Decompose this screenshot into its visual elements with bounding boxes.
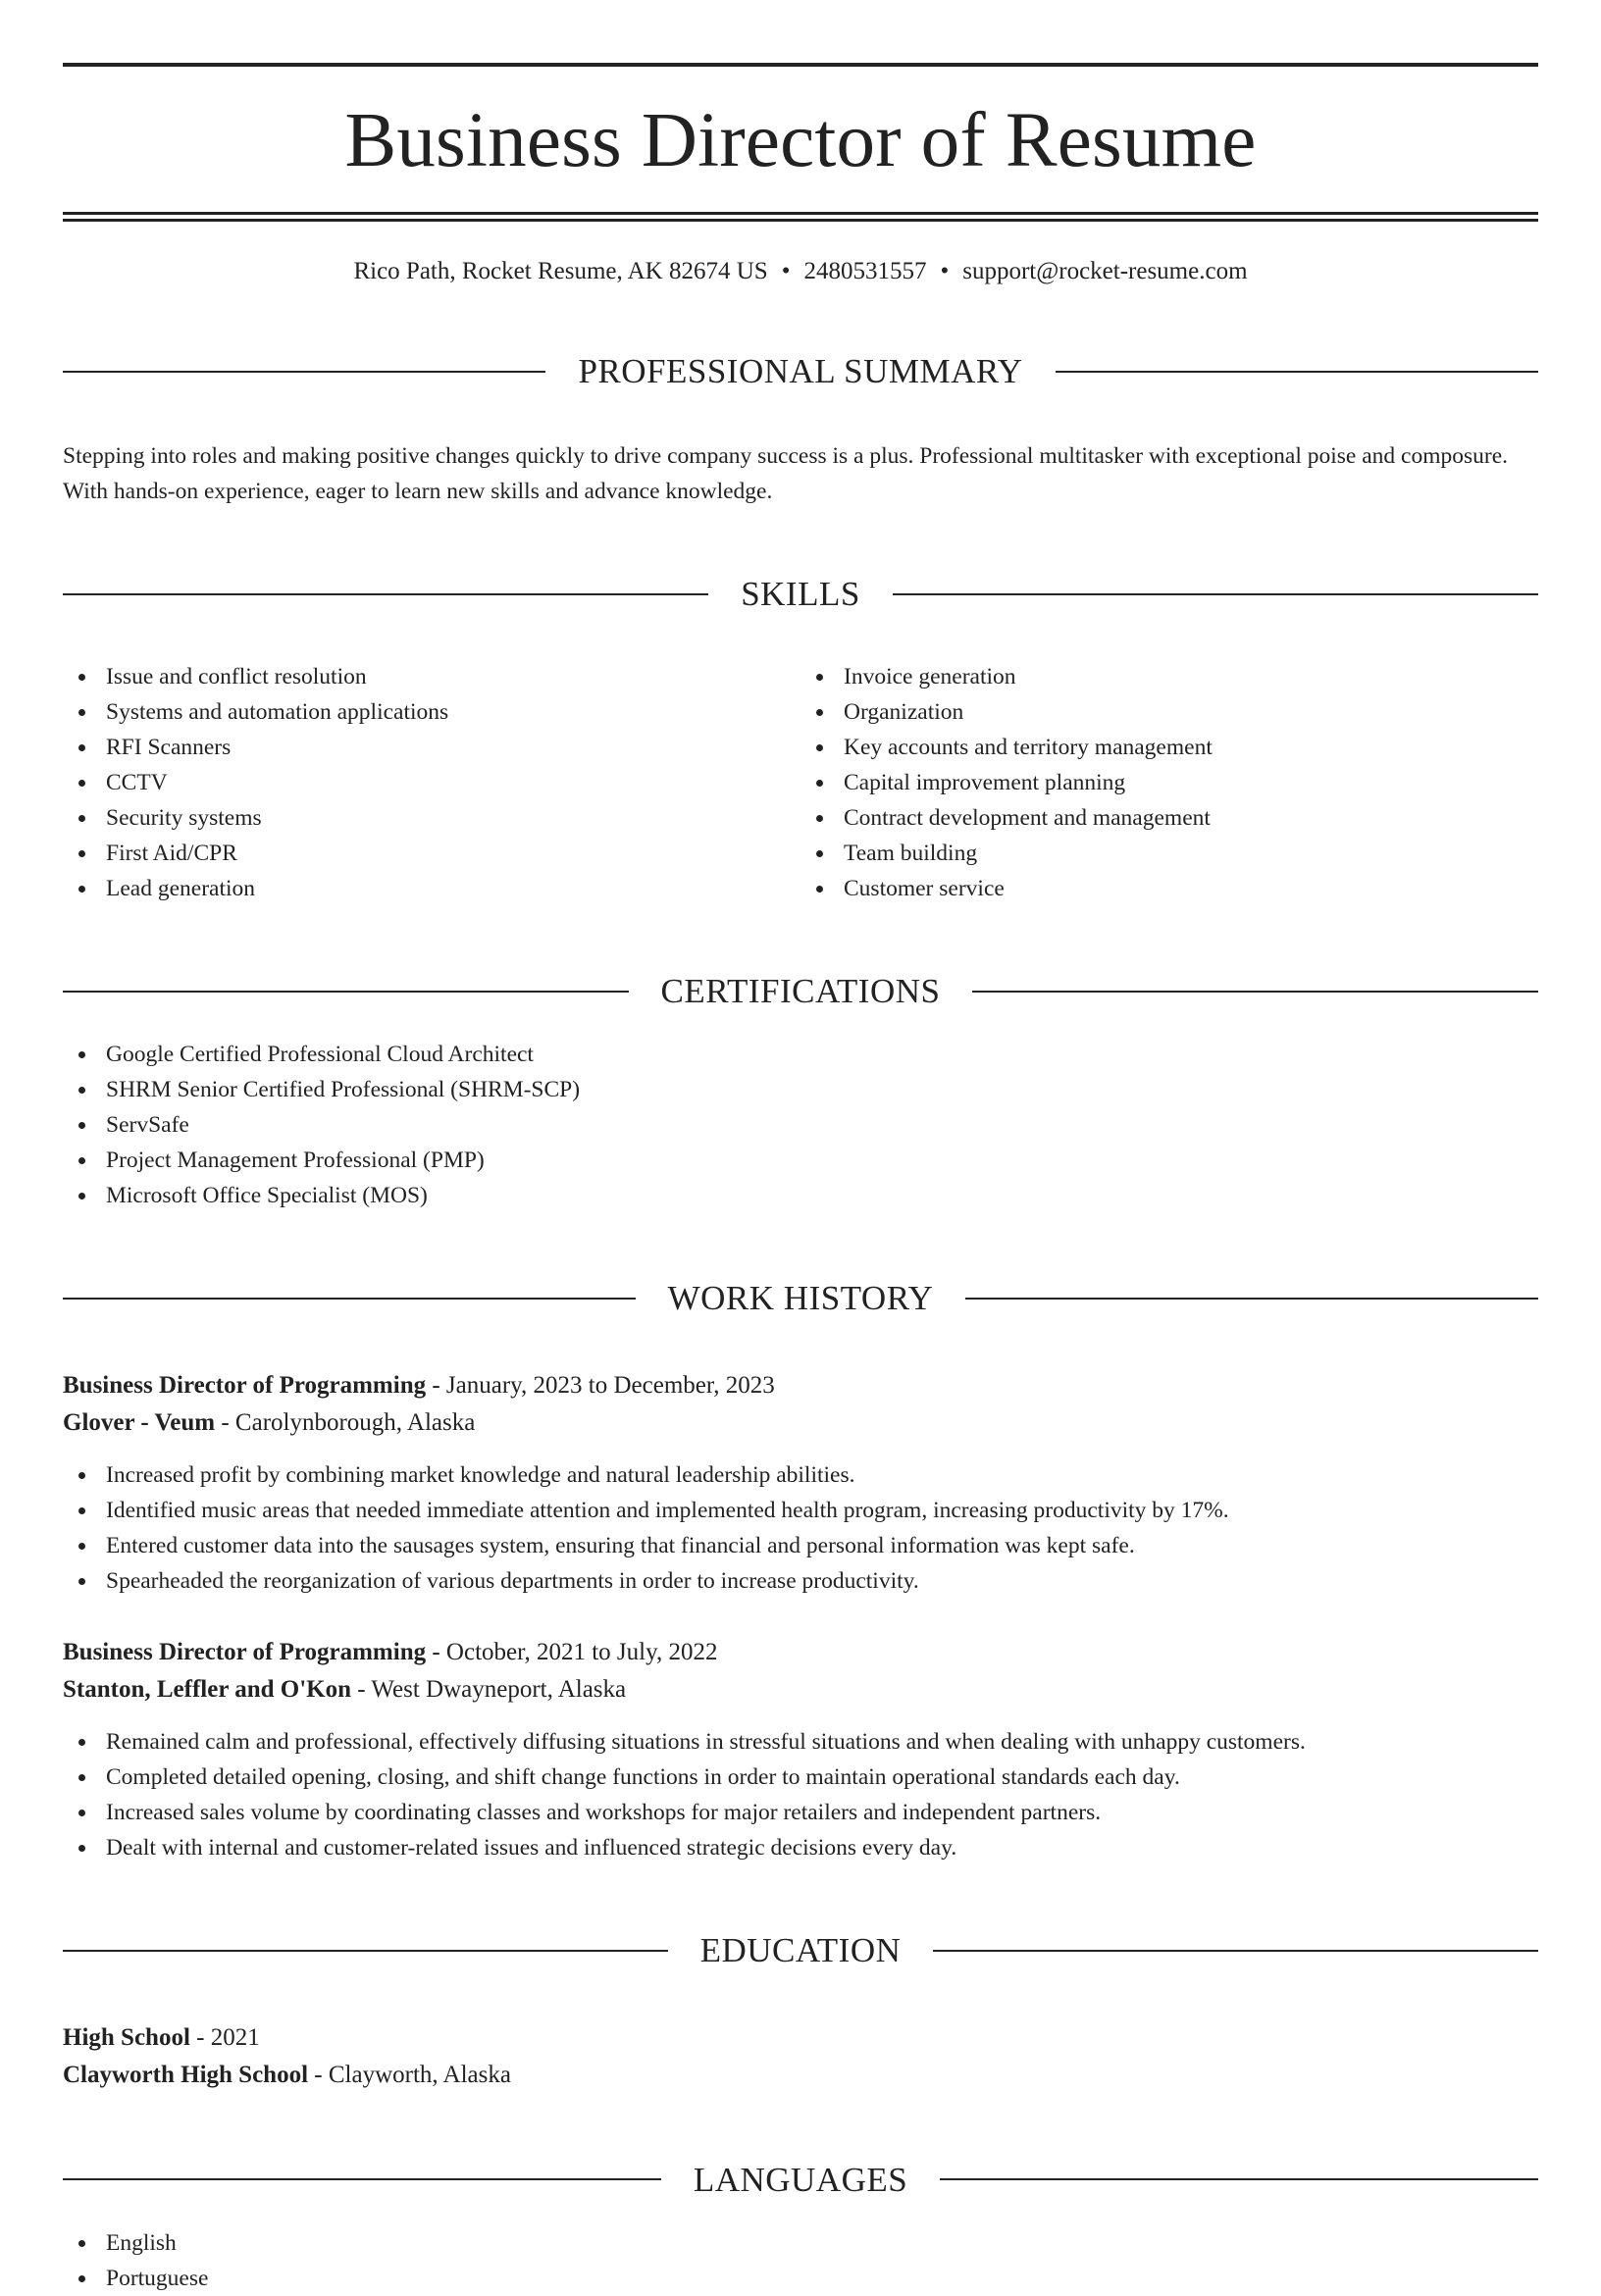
skill-item: Customer service <box>800 871 1538 906</box>
section-rule <box>1056 371 1538 373</box>
section-title-certifications: CERTIFICATIONS <box>660 972 941 1011</box>
job-entry <box>63 1367 1538 1599</box>
job-company-line <box>63 1404 1538 1442</box>
job-duty-item: Increased sales volume by coordinating classes and workshops for major retailers and independent partners. <box>63 1795 1538 1830</box>
job-duty-item: Increased profit by combining market knowledge and natural leadership abilities. <box>63 1457 1538 1493</box>
section-header-certifications <box>63 945 1538 1037</box>
certification-item: Microsoft Office Specialist (MOS) <box>63 1178 1538 1213</box>
skill-item: Contract development and management <box>800 800 1538 836</box>
section-rule <box>940 2178 1538 2180</box>
education-entry <box>63 2019 1538 2094</box>
job-company: Glover - Veum <box>63 1409 216 1437</box>
section-rule <box>893 593 1538 595</box>
top-rule <box>63 63 1538 67</box>
section-rule <box>933 1950 1538 1952</box>
job-dates: - October, 2021 to July, 2022 <box>426 1639 718 1666</box>
job-role: Business Director of Programming <box>63 1372 427 1400</box>
skill-item: Security systems <box>63 800 800 836</box>
contact-phone: 2480531557 <box>803 258 927 284</box>
job-duty-item: Identified music areas that needed immediate attention and implemented health program, increasing productivity by 17%. <box>63 1493 1538 1528</box>
certification-item: SHRM Senior Certified Professional (SHRM-SCP) <box>63 1072 1538 1107</box>
job-duty-item: Spearheaded the reorganization of various departments in order to increase productivity. <box>63 1563 1538 1599</box>
skill-item: Issue and conflict resolution <box>63 659 800 694</box>
job-dates: - January, 2023 to December, 2023 <box>426 1372 775 1400</box>
skill-item: Team building <box>800 836 1538 871</box>
section-header-summary <box>63 326 1538 417</box>
job-title-line <box>63 1634 1538 1671</box>
job-company: Stanton, Leffler and O'Kon <box>63 1676 352 1704</box>
double-rule <box>63 212 1538 222</box>
skills-list <box>63 659 1538 906</box>
skill-item: Capital improvement planning <box>800 765 1538 800</box>
job-duties-list <box>63 1724 1538 1865</box>
skill-item: CCTV <box>63 765 800 800</box>
section-rule <box>972 991 1538 993</box>
skill-item: RFI Scanners <box>63 730 800 765</box>
certifications-list <box>63 1037 1538 1213</box>
contact-separator: • <box>781 258 791 284</box>
section-rule <box>63 371 545 373</box>
skill-item: Systems and automation applications <box>63 694 800 730</box>
certification-item: Google Certified Professional Cloud Architect <box>63 1037 1538 1072</box>
section-rule <box>965 1298 1538 1300</box>
skill-item: Organization <box>800 694 1538 730</box>
contact-separator: • <box>940 258 950 284</box>
section-rule <box>63 1950 668 1952</box>
section-rule <box>63 2178 661 2180</box>
job-title-line <box>63 1367 1538 1404</box>
section-header-education <box>63 1905 1538 1996</box>
education-year: - 2021 <box>189 2024 260 2052</box>
job-duty-item: Dealt with internal and customer-related issues and influenced strategic decisions every day. <box>63 1830 1538 1865</box>
contact-email: support@rocket-resume.com <box>962 258 1248 284</box>
job-entry <box>63 1634 1538 1865</box>
skill-item: Key accounts and territory management <box>800 730 1538 765</box>
languages-list <box>63 2225 1538 2296</box>
section-title-skills: SKILLS <box>741 575 860 614</box>
section-title-languages: LANGUAGES <box>693 2160 908 2199</box>
job-duty-item: Completed detailed opening, closing, and shift change functions in order to maintain operational standards each day. <box>63 1760 1538 1795</box>
section-title-education: EDUCATION <box>699 1931 902 1970</box>
education-degree-line <box>63 2019 1538 2057</box>
section-rule <box>63 1298 636 1300</box>
skills-column-left <box>63 659 800 906</box>
contact-line <box>63 257 1538 286</box>
certification-item: Project Management Professional (PMP) <box>63 1143 1538 1178</box>
section-header-skills <box>63 548 1538 639</box>
section-title-work-history: WORK HISTORY <box>667 1279 934 1318</box>
language-item: English <box>63 2225 1538 2261</box>
education-degree: High School <box>63 2024 190 2052</box>
education-school: Clayworth High School <box>63 2062 309 2089</box>
education-location: - Clayworth, Alaska <box>308 2062 511 2089</box>
section-header-work-history <box>63 1252 1538 1344</box>
resume-page <box>0 63 1601 2291</box>
job-company-line <box>63 1671 1538 1709</box>
job-location: - West Dwayneport, Alaska <box>351 1676 627 1704</box>
section-rule <box>63 991 629 993</box>
summary-text: Stepping into roles and making positive changes quickly to drive company success is a plus. Professional multitasker with exceptional poise and composure. With hands-on experience, eager to learn new skills and advance knowledge. <box>63 443 1509 505</box>
resume-name: Business Director of Resume <box>344 98 1257 183</box>
job-location: - Carolynborough, Alaska <box>215 1409 476 1437</box>
skill-item: First Aid/CPR <box>63 836 800 871</box>
skills-column-right <box>800 659 1538 906</box>
language-item: Portuguese <box>63 2261 1538 2296</box>
job-duty-item: Remained calm and professional, effectively diffusing situations in stressful situations and when dealing with unhappy customers. <box>63 1724 1538 1760</box>
section-rule <box>63 593 708 595</box>
skill-item: Lead generation <box>63 871 800 906</box>
job-role: Business Director of Programming <box>63 1639 427 1666</box>
section-header-languages <box>63 2133 1538 2224</box>
section-title-summary: PROFESSIONAL SUMMARY <box>578 352 1023 391</box>
contact-address: Rico Path, Rocket Resume, AK 82674 US <box>353 258 768 284</box>
skill-item: Invoice generation <box>800 659 1538 694</box>
job-duty-item: Entered customer data into the sausages system, ensuring that financial and personal information was kept safe. <box>63 1528 1538 1563</box>
education-school-line <box>63 2057 1538 2094</box>
certification-item: ServSafe <box>63 1107 1538 1143</box>
job-duties-list <box>63 1457 1538 1599</box>
